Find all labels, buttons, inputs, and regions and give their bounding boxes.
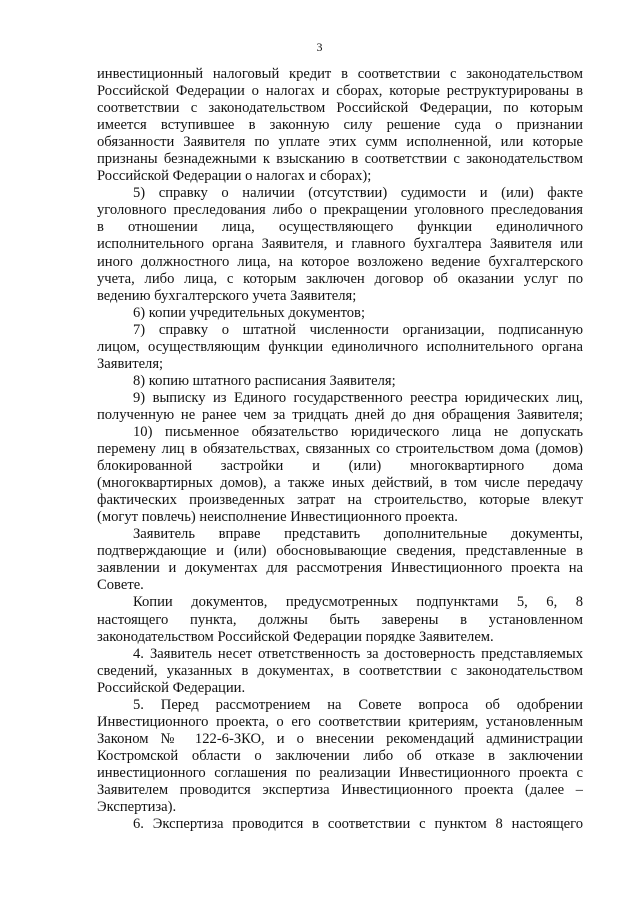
text-line: Российской Федерации. — [97, 679, 246, 696]
text-line: Совете. — [97, 577, 144, 594]
text-line: исполнительного органа Заявителя, и главного бухгалтера Заявителя или — [97, 236, 583, 253]
text-line: (могут повлечь) неисполнение Инвестиционного проекта. — [97, 509, 458, 526]
text-line: инвестиционного соглашения по реализации Инвестиционного проекта с — [97, 764, 583, 781]
text-line: уголовного преследования либо о прекращении уголовного преследования — [97, 202, 583, 219]
text-line: 6. Экспертиза проводится в соответствии с пунктом 8 настоящего — [133, 816, 583, 833]
text-line: Законом № 122-6-ЗКО, и о внесении рекомендаций администрации — [97, 730, 583, 747]
text-line: 8) копию штатного расписания Заявителя; — [133, 372, 396, 389]
text-line: перемену лиц в обязательствах, связанных со строительством дома (домов) — [97, 441, 583, 458]
text-line: учета, либо лица, с которым заключен договор об оказании услуг по — [97, 270, 583, 287]
page-number: 3 — [316, 40, 323, 54]
text-line: Заявитель вправе представить дополнительные документы, — [133, 526, 583, 543]
text-line: сведений, указанных в документах, в соответствии с законодательством — [97, 662, 583, 679]
text-line: 5. Перед рассмотрением на Совете вопроса об одобрении — [133, 696, 583, 713]
text-line: Костромской области о заключении либо об отказе в заключении — [97, 747, 583, 764]
text-line: настоящего пункта, должны быть заверены в установленном — [97, 611, 583, 628]
text-line: блокированной застройки и (или) многоквартирного дома — [97, 458, 583, 475]
text-line: Российской Федерации о налогах и сборах, которые реструктурированы в — [97, 83, 583, 100]
text-line: подтверждающие и (или) обосновывающие сведения, представленные в — [97, 543, 583, 560]
text-line: ведению бухгалтерского учета Заявителя; — [97, 287, 357, 304]
text-line: 10) письменное обязательство юридического лица не допускать — [133, 423, 583, 440]
text-line: инвестиционный налоговый кредит в соответствии с законодательством — [97, 66, 583, 82]
text-line: имеется вступившее в законную силу решение суда о признании — [97, 117, 583, 134]
text-line: соответствии с законодательством Российской Федерации, по которым — [97, 100, 583, 117]
text-line: 9) выписку из Единого государственного реестра юридических лиц, — [133, 389, 583, 406]
text-line: Экспертиза). — [97, 799, 177, 816]
text-line: обязанности Заявителя по уплате этих сумм исполненной, или которые — [97, 134, 583, 151]
text-line: заявлении и документах для рассмотрения Инвестиционного проекта на — [97, 560, 583, 577]
text-line: Заявителя; — [97, 355, 164, 372]
text-line: Копии документов, предусмотренных подпунктами 5, 6, 8 — [133, 594, 583, 611]
text-line: полученную не ранее чем за тридцать дней до дня обращения Заявителя; — [97, 406, 583, 423]
text-line: в отношении лица, осуществляющего функции единоличного — [97, 219, 583, 236]
text-line: законодательством Российской Федерации порядке Заявителем. — [97, 628, 494, 645]
text-line: 7) справку о штатной численности организации, подписанную — [133, 321, 583, 338]
text-line: 4. Заявитель несет ответственность за достоверность представляемых — [133, 645, 583, 662]
text-line: 5) справку о наличии (отсутствии) судимости и (или) факте — [133, 185, 583, 202]
text-line: (многоквартирных домов), а также иных действий, в том числе передачу — [97, 475, 583, 492]
text-line: Инвестиционного проекта, о его соответствии критериям, установленным — [97, 713, 583, 730]
text-line: лицом, осуществляющим функции единоличного исполнительного органа — [97, 338, 583, 355]
text-line: признаны безнадежными к взысканию в соответствии с законодательством — [97, 151, 583, 168]
text-line: Российской Федерации о налогах и сборах); — [97, 168, 372, 185]
text-line: иного должностного лица, на которое возложено ведение бухгалтерского — [97, 253, 583, 270]
text-line: 6) копии учредительных документов; — [133, 304, 365, 321]
text-line: фактических произведенных затрат на строительство, которые влекут — [97, 492, 583, 509]
text-line: Заявителем проводится экспертиза Инвестиционного проекта (далее – — [97, 781, 583, 798]
document-body — [97, 66, 583, 833]
